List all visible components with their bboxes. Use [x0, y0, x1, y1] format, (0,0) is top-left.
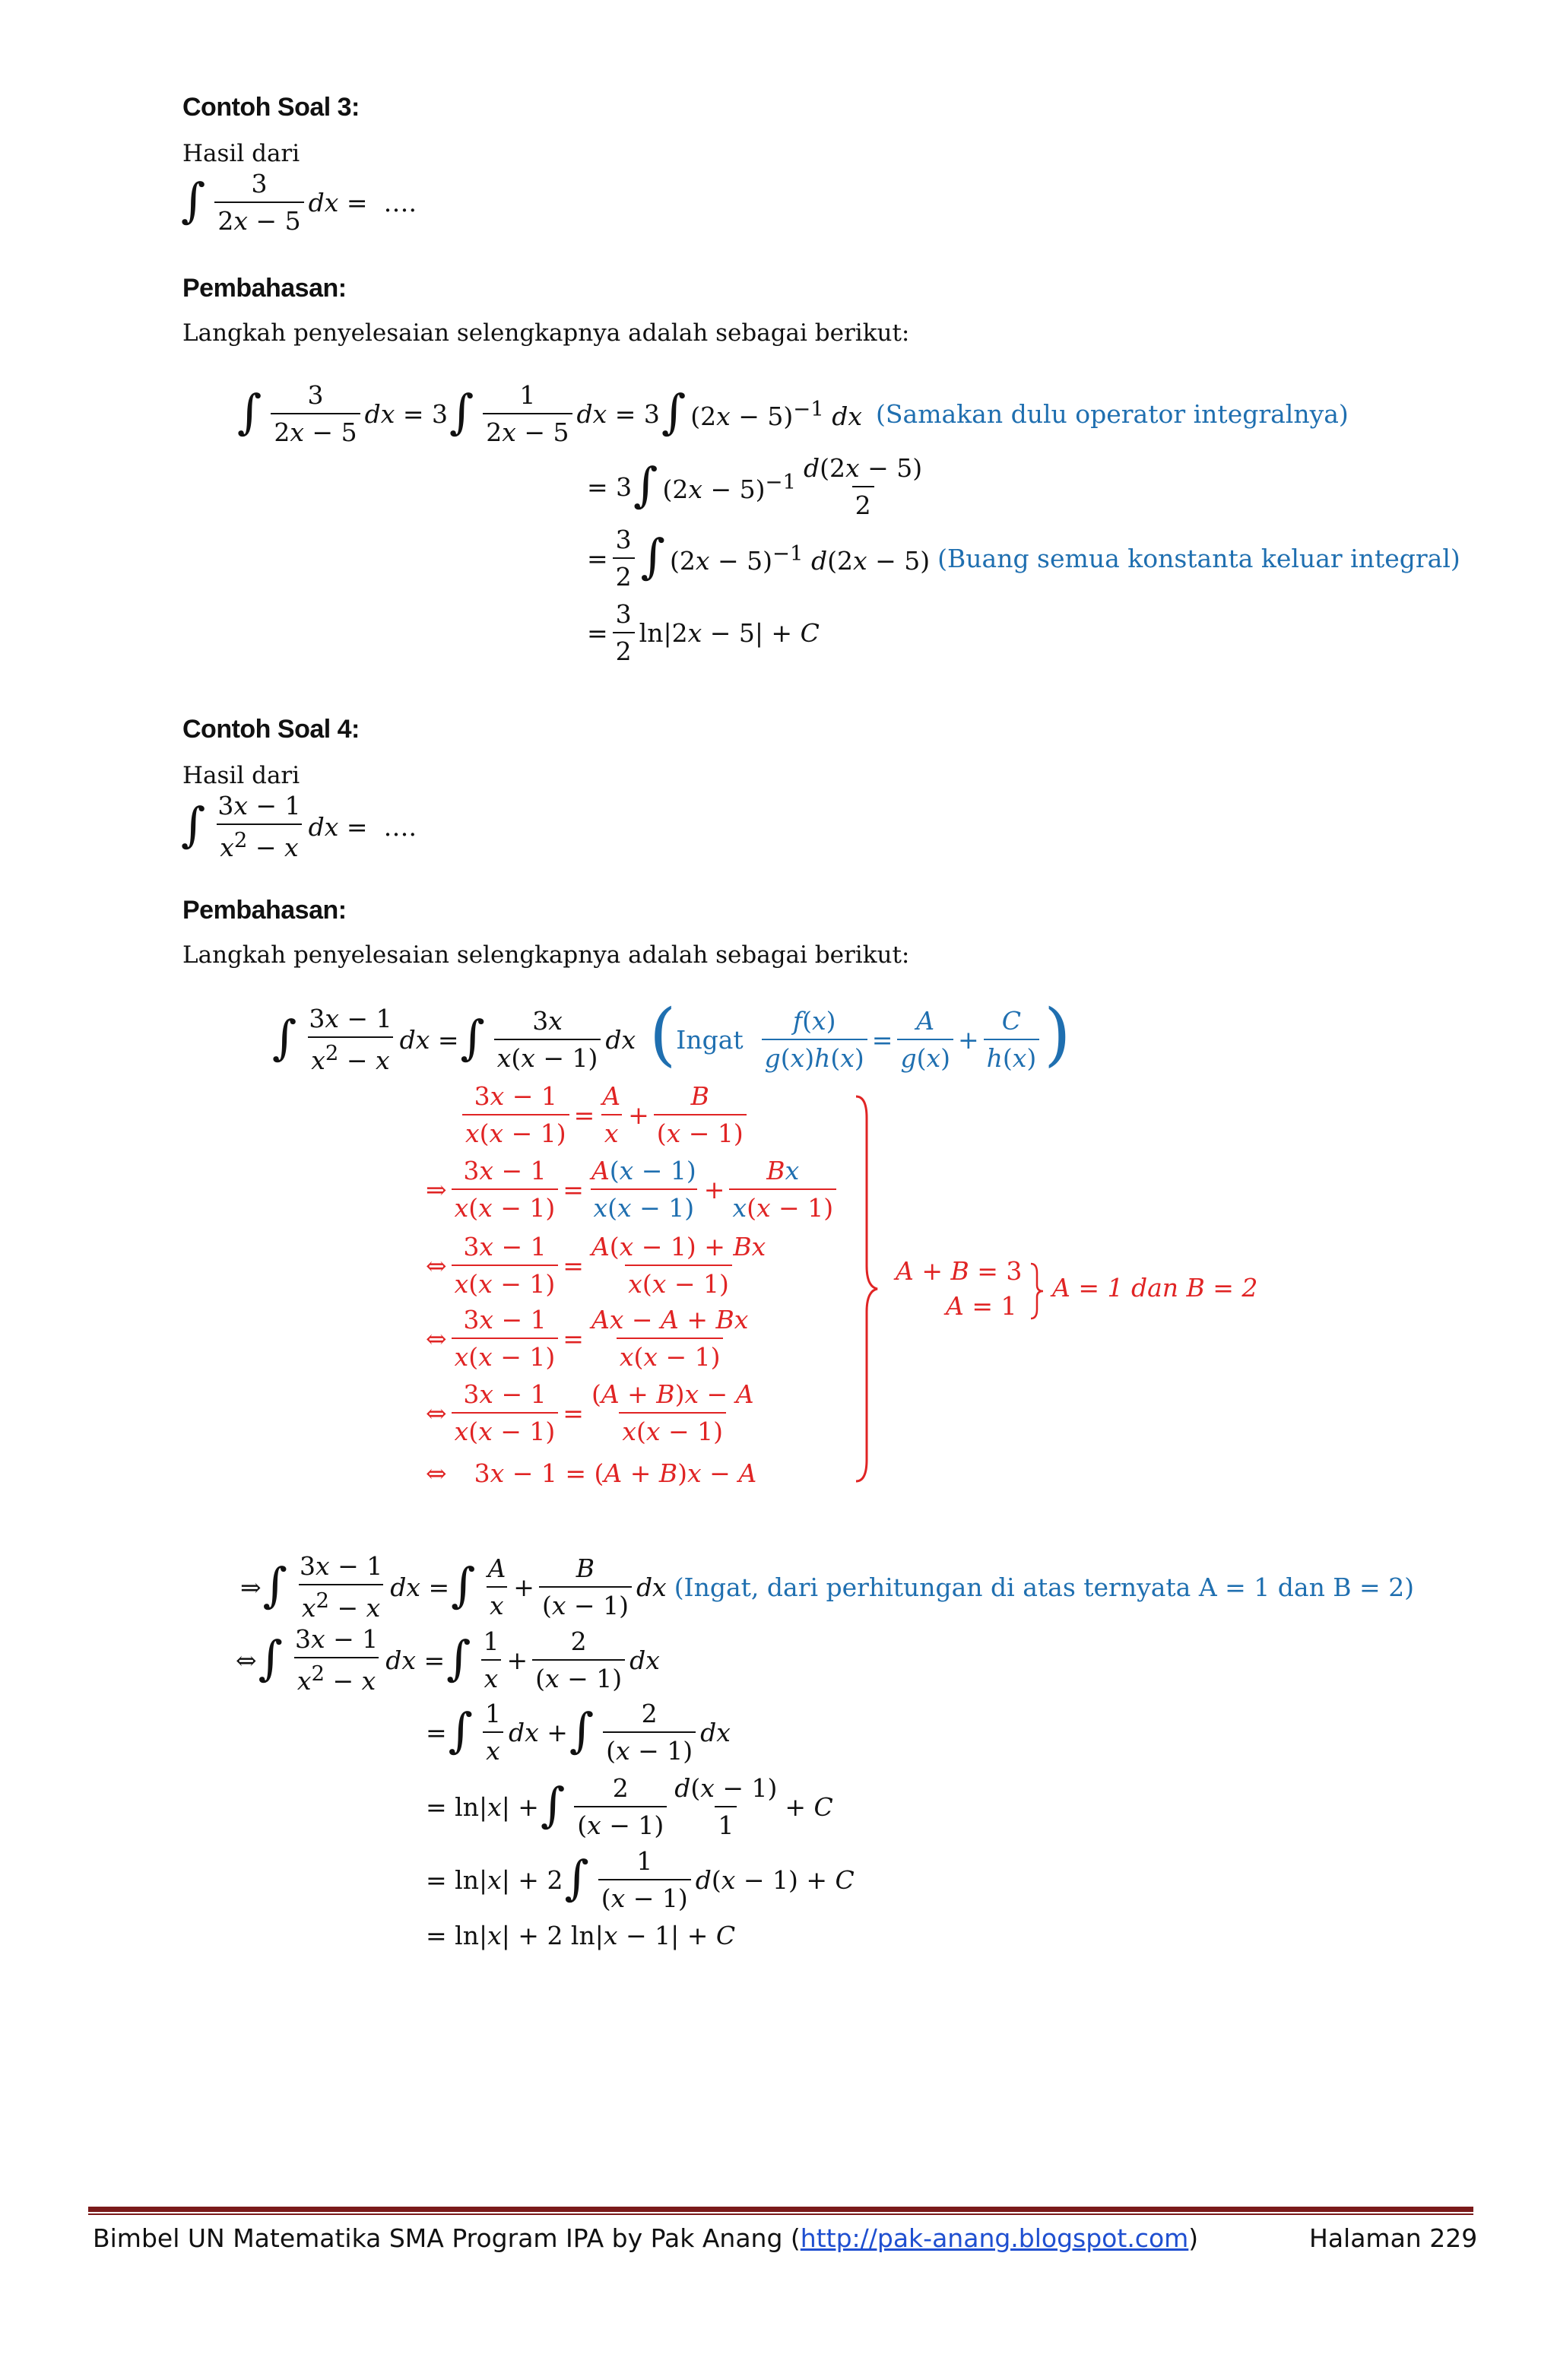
- soal3-note1: (Samakan dulu operator integralnya): [876, 398, 1349, 429]
- footer-rule: [88, 2207, 1473, 2212]
- soal4-step1: ∫ $\frac{3x - 1}{x^2 - x}$ dx = ∫ $\frac{3x}{x(x - 1)}$ dx ( Ingat $\frac{f(x)}{g(x)h(x)}$ = $\frac{A}{g(x)}$ + $\frac{C}{h(x)}$ ): [272, 995, 1071, 1075]
- soal4-step6: = ln|x| + 2 ∫ $\frac{1}{(x - 1)}$ d(x − 1) + C: [426, 1846, 855, 1913]
- soal4-langkah: Langkah penyelesaian selengkapnya adalah sebagai berikut:: [182, 941, 910, 969]
- soal4-red6: ⇔ 3x − 1 = (A + B)x − A: [426, 1458, 757, 1488]
- soal3-step4: = $\frac{3}{2}$ ln|2x − 5| + C: [587, 599, 820, 666]
- page-number: Halaman 229: [1309, 2223, 1478, 2253]
- soal4-step2: ⇒ ∫ $\frac{3x - 1}{x^2 - x}$ dx = ∫ $\frac{A}{x}$ + $\frac{B}{(x - 1)}$ dx (Ingat, dari perhitungan di atas ternyata A = 1 dan B = 2): [240, 1551, 1415, 1623]
- soal3-langkah: Langkah penyelesaian selengkapnya adalah sebagai berikut:: [182, 319, 910, 347]
- soal3-intro: Hasil dari: [182, 140, 300, 167]
- soal4-intro: Hasil dari: [182, 762, 300, 789]
- soal3-title: Contoh Soal 3:: [182, 93, 360, 122]
- system-eq1: A + B = 3: [896, 1256, 1023, 1286]
- footer-link[interactable]: http://pak-anang.blogspot.com: [800, 2223, 1189, 2253]
- footer-suffix: ): [1188, 2223, 1199, 2253]
- soal4-red2: ⇒ $\frac{3x - 1}{x(x - 1)}$ = $\frac{A(x - 1)}{x(x - 1)}$ + $\frac{Bx}{x(x - 1)}$: [426, 1156, 841, 1223]
- soal4-title: Contoh Soal 4:: [182, 715, 360, 744]
- soal4-pembahasan: Pembahasan:: [182, 896, 347, 925]
- system-eq2: A = 1: [946, 1291, 1017, 1321]
- big-brace: [851, 1095, 882, 1483]
- ingat-label: Ingat: [676, 1024, 744, 1055]
- soal4-step3: ⇔ ∫ $\frac{3x - 1}{x^2 - x}$ dx = ∫ $\frac{1}{x}$ + $\frac{2}{(x - 1)}$ dx: [236, 1624, 660, 1696]
- soal4-step4: = ∫ $\frac{1}{x}$ dx + ∫ $\frac{2}{(x - 1)}$ dx: [426, 1699, 731, 1766]
- soal3-step2: = 3 ∫ $(2x - 5)^{-1}$ $\frac{d(2x - 5)}{2}$: [587, 453, 923, 520]
- footer-prefix: Bimbel UN Matematika SMA Program IPA by Pak Anang (: [93, 2223, 801, 2253]
- soal3-step3: = $\frac{3}{2}$ ∫ $(2x - 5)^{-1}$ d(2x − 5) (Buang semua konstanta keluar integral): [587, 525, 1460, 592]
- soal3-note2: (Buang semua konstanta keluar integral): [937, 543, 1460, 573]
- soal4-question: ∫ $\frac{3x - 1}{x^2 - x}$ dx = ….: [181, 791, 417, 862]
- footer-text: [93, 2223, 1198, 2253]
- soal3-step1: ∫ $\frac{3}{2x - 5}$ dx = 3 ∫ $\frac{1}{2x - 5}$ dx = 3 ∫ $(2x - 5)^{-1}$ dx (Samakan dulu operator integralnya): [237, 380, 1349, 447]
- ingat-box: ( Ingat $\frac{f(x)}{g(x)h(x)}$ = $\frac{A}{g(x)}$ + $\frac{C}{h(x)}$ ): [649, 995, 1071, 1074]
- footer-rule-thin: [88, 2213, 1473, 2215]
- soal4-red3: ⇔ $\frac{3x - 1}{x(x - 1)}$ = $\frac{A(x - 1) + Bx}{x(x - 1)}$: [426, 1232, 766, 1299]
- soal4-red1: $\frac{3x - 1}{x(x - 1)}$ = $\frac{A}{x}$ + $\frac{B}{(x - 1)}$: [458, 1081, 751, 1148]
- soal3-pembahasan: Pembahasan:: [182, 274, 347, 303]
- soal4-step7: = ln|x| + 2 ln|x − 1| + C: [426, 1921, 736, 1950]
- soal4-red5: ⇔ $\frac{3x - 1}{x(x - 1)}$ = $\frac{(A + B)x - A}{x(x - 1)}$: [426, 1379, 754, 1446]
- soal4-red4: ⇔ $\frac{3x - 1}{x(x - 1)}$ = $\frac{Ax - A + Bx}{x(x - 1)}$: [426, 1305, 749, 1372]
- system-result: A = 1 dan B = 2: [1052, 1273, 1258, 1303]
- soal4-step5: = ln|x| + ∫ $\frac{2}{(x - 1)}$ $\frac{d(x - 1)}{1}$ + C: [426, 1773, 833, 1840]
- small-brace: [1028, 1262, 1046, 1320]
- soal4-note3: (Ingat, dari perhitungan di atas ternyata A = 1 dan B = 2): [674, 1572, 1415, 1602]
- soal3-question: ∫ $\frac{3}{2x - 5}$ dx = ….: [181, 169, 417, 236]
